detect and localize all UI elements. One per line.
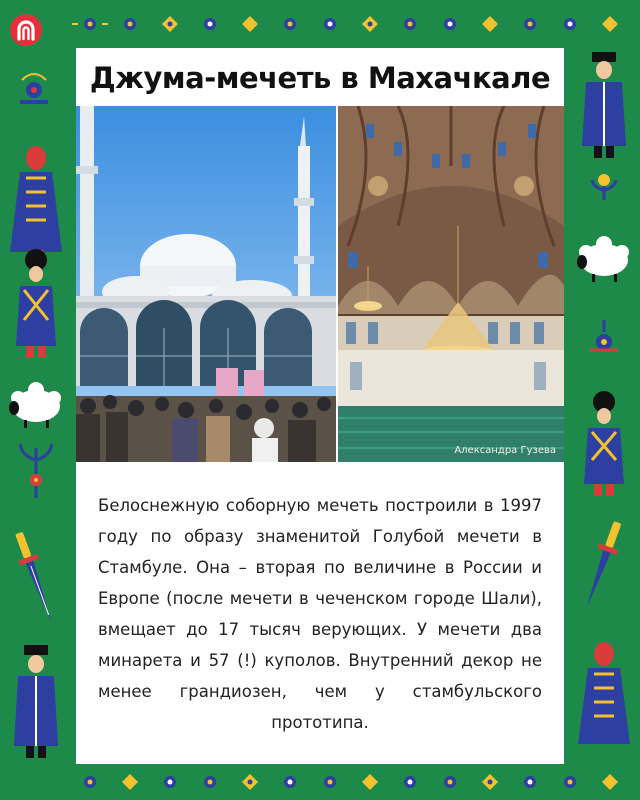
top-ornament-row xyxy=(60,6,640,42)
flower-ornament-icon xyxy=(204,18,216,30)
arch-logo-icon xyxy=(15,19,37,41)
brand-logo[interactable] xyxy=(10,14,42,46)
floral-sprig-icon xyxy=(20,74,48,104)
dagger-icon xyxy=(577,519,627,611)
diamond-ornament-icon xyxy=(602,774,618,790)
diamond-ornament-icon xyxy=(362,16,378,32)
content-card xyxy=(76,48,564,764)
mosque-interior-photo xyxy=(338,106,564,462)
flower-ornament-icon xyxy=(284,18,296,30)
description-text: Белоснежную соборную мечеть построили в 1997 году по образу знаменитой Голубой мечети в Стамбуле. Она – вторая по величине в России и Европе (после мечети в чеченском городе Шали), вмещает до 17 тысяч верующих. У мечети два минарета и 57 (!) куполов. Внутренний декор не менее грандиозен, чем у стамбульского прототипа. xyxy=(98,496,542,732)
flower-ornament-icon xyxy=(164,776,176,788)
dagger-icon xyxy=(10,530,61,626)
flower-ornament-icon xyxy=(204,776,216,788)
diamond-ornament-icon xyxy=(482,16,498,32)
flower-ornament-icon xyxy=(284,776,296,788)
photo-credit: Александра Гузева xyxy=(454,445,556,456)
right-ornament-column xyxy=(568,50,640,766)
floral-sprig-icon xyxy=(590,320,618,350)
flower-ornament-icon xyxy=(404,18,416,30)
flower-ornament-icon xyxy=(564,18,576,30)
woman-costume-figure-icon xyxy=(10,146,62,260)
flower-ornament-icon xyxy=(404,776,416,788)
flower-ornament-icon xyxy=(564,776,576,788)
woman-costume-figure-icon xyxy=(578,642,630,744)
sheep-icon xyxy=(577,236,629,282)
flower-ornament-icon xyxy=(524,776,536,788)
man-costume-figure-icon xyxy=(582,52,626,158)
flower-ornament-icon xyxy=(444,776,456,788)
left-ornament-column xyxy=(4,60,72,770)
diamond-ornament-icon xyxy=(242,774,258,790)
diamond-ornament-icon xyxy=(122,774,138,790)
sheep-icon xyxy=(9,382,61,428)
flower-ornament-icon xyxy=(324,776,336,788)
diamond-ornament-icon xyxy=(162,16,178,32)
flower-ornament-icon xyxy=(84,776,96,788)
flower-ornament-icon xyxy=(324,18,336,30)
flower-ornament-icon xyxy=(524,18,536,30)
page-title: Джума-мечеть в Махачкале xyxy=(89,61,551,95)
flower-ornament-icon xyxy=(124,18,136,30)
mosque-exterior-photo xyxy=(76,106,336,462)
flower-ornament-icon xyxy=(444,18,456,30)
man-costume-figure-icon xyxy=(14,645,58,758)
flower-ornament-icon xyxy=(72,18,108,30)
diamond-ornament-icon xyxy=(362,774,378,790)
bottom-ornament-row xyxy=(0,766,640,800)
man-costume-figure-icon xyxy=(584,391,624,496)
diamond-ornament-icon xyxy=(602,16,618,32)
diamond-ornament-icon xyxy=(482,774,498,790)
man-costume-figure-icon xyxy=(16,249,56,358)
floral-sprig-icon xyxy=(20,444,52,498)
floral-sprig-icon xyxy=(592,174,616,200)
diamond-ornament-icon xyxy=(242,16,258,32)
